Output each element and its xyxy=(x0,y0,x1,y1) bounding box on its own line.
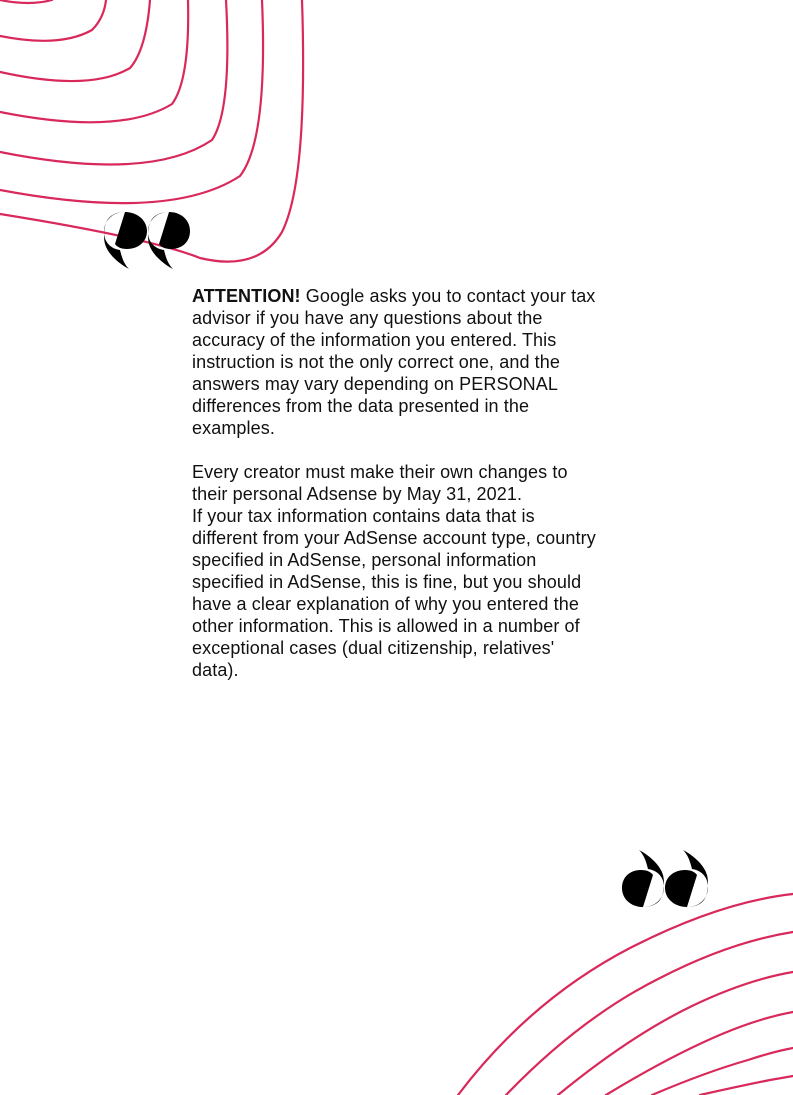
notice-paragraph-3: If your tax information contains data that is different from your AdSense account type, country specified in AdSense, personal information specified in AdSense, this is fine, but you should have a clear explanation of why you entered the other information. This is allowed in a number of exceptional cases (dual citizenship, relatives' data). xyxy=(192,506,596,680)
decorative-contour-lines-bottom xyxy=(440,880,793,1095)
paragraph-spacer xyxy=(192,439,604,461)
attention-label: ATTENTION! xyxy=(192,286,301,306)
notice-paragraph-1-text: Google asks you to contact your tax advisor if you have any questions about the accuracy of the information you entered. This instruction is not the only correct one, and the answers may vary depending on PERSONAL differences from the data presented in the examples. xyxy=(192,286,596,438)
notice-paragraph-1 xyxy=(192,285,604,439)
notice-paragraph-2: Every creator must make their own changes to their personal Adsense by May 31, 2021. xyxy=(192,462,568,504)
opening-quote-icon xyxy=(103,210,191,270)
notice-text-block xyxy=(192,285,604,681)
